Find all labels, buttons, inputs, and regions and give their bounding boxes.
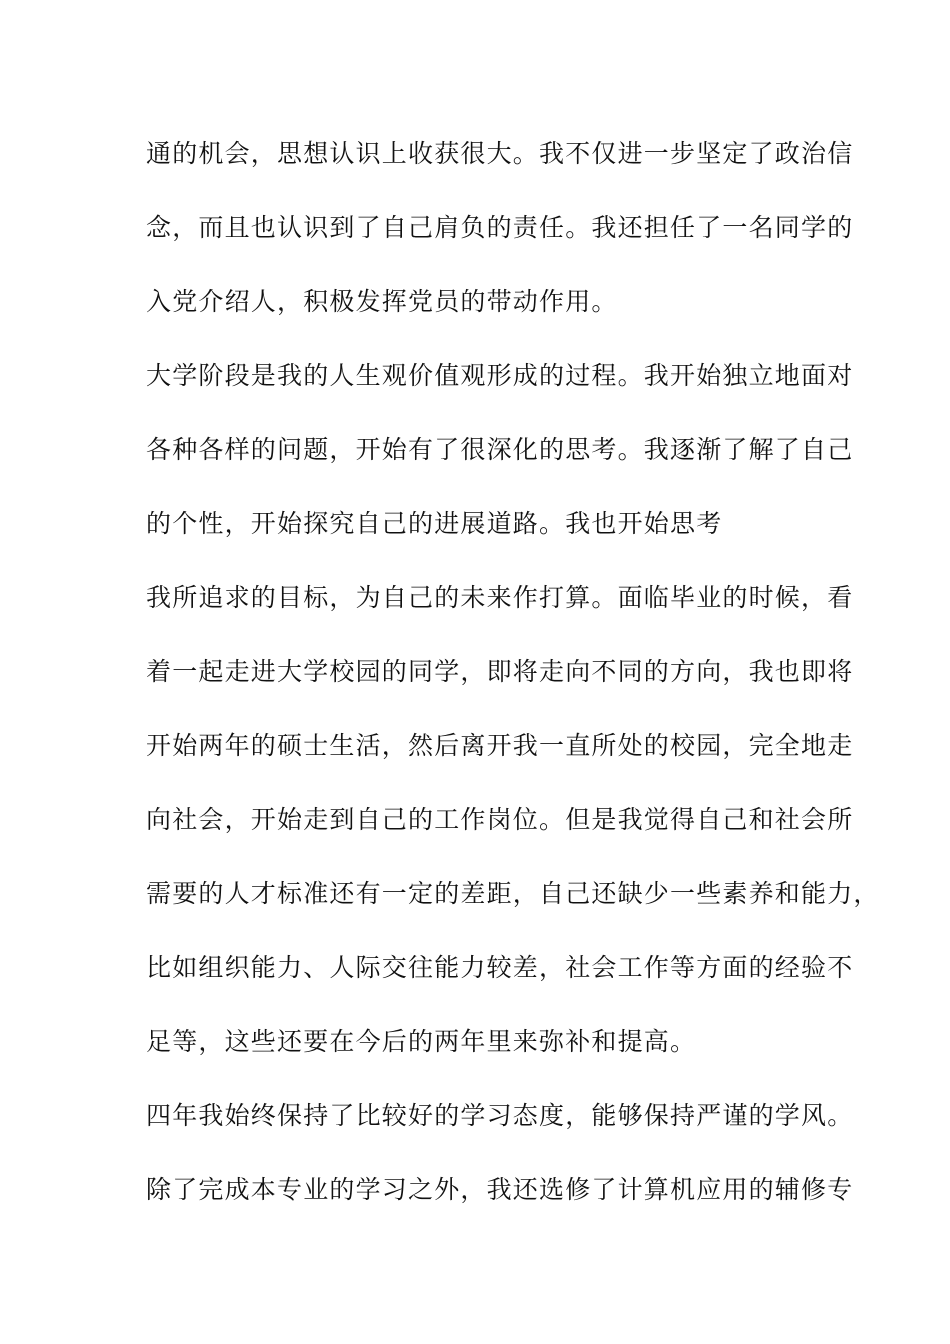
text-line-15: 除了完成本专业的学习之外，我还选修了计算机应用的辅修专	[146, 1175, 854, 1204]
text-line-7: 我所追求的目标，为自己的未来作打算。面临毕业的时候，看	[146, 583, 854, 612]
text-line-8: 着一起走进大学校园的同学，即将走向不同的方向，我也即将	[146, 657, 854, 686]
text-line-5: 各种各样的问题，开始有了很深化的思考。我逐渐了解了自己	[146, 435, 854, 464]
text-line-9: 开始两年的硕士生活，然后离开我一直所处的校园，完全地走	[146, 731, 854, 760]
text-line-10: 向社会，开始走到自己的工作岗位。但是我觉得自己和社会所	[146, 805, 854, 834]
text-line-11: 需要的人才标准还有一定的差距，自己还缺少一些素养和能力，	[146, 879, 880, 908]
text-line-14: 四年我始终保持了比较好的学习态度，能够保持严谨的学风。	[146, 1101, 854, 1130]
text-line-4: 大学阶段是我的人生观价值观形成的过程。我开始独立地面对	[146, 361, 854, 390]
text-line-12: 比如组织能力、人际交往能力较差，社会工作等方面的经验不	[146, 953, 854, 982]
text-line-6: 的个性，开始探究自己的进展道路。我也开始思考	[146, 509, 723, 538]
body-text	[146, 132, 880, 1242]
text-line-13: 足等，这些还要在今后的两年里来弥补和提高。	[146, 1027, 697, 1056]
text-line-1: 通的机会，思想认识上收获很大。我不仅进一步坚定了政治信	[146, 139, 854, 168]
text-line-3: 入党介绍人，积极发挥党员的带动作用。	[146, 287, 618, 316]
text-line-2: 念，而且也认识到了自己肩负的责任。我还担任了一名同学的	[146, 213, 854, 242]
